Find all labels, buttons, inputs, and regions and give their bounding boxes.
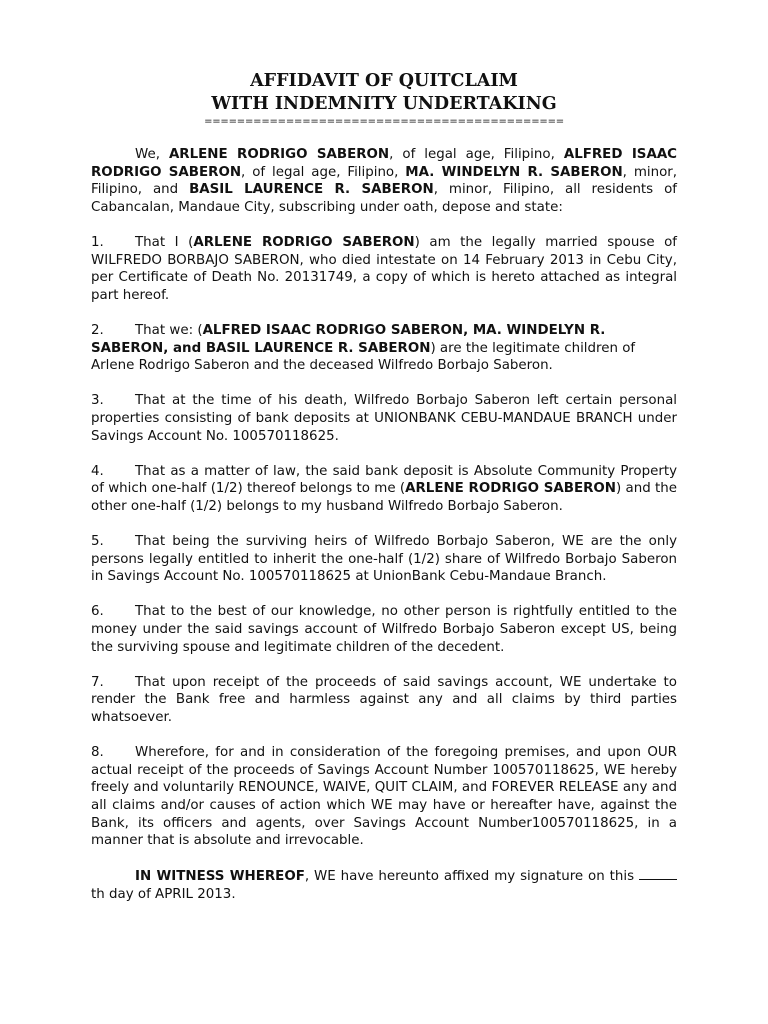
paragraph-number: 2. xyxy=(91,322,104,338)
paragraph-3 xyxy=(91,392,677,445)
intro-text: , of legal age, Filipino, xyxy=(241,164,406,180)
paragraph-text: ) and the other one-half (1/2) belongs to my husband Wilfredo Borbajo Saberon. xyxy=(91,481,677,514)
paragraph-text: That being the surviving heirs of Wilfredo Borbajo Saberon, WE are the only persons legally entitled to inherit the one-half (1/2) share of Wilfredo Borbajo Saberon in Savings Account No. 100570118625 at UnionBank Cebu-Mandaue Branch. xyxy=(91,534,677,585)
affiant-name: ALFRED ISAAC RODRIGO SABERON xyxy=(91,147,678,180)
intro-text: , of legal age, Filipino, xyxy=(389,147,564,162)
document-title-line2: WITH INDEMNITY UNDERTAKING xyxy=(211,94,557,114)
paragraph-text: That upon receipt of the proceeds of said savings account, WE undertake to render the Bank free and harmless against any and all claims by third parties whatsoever. xyxy=(91,674,677,725)
paragraph-4 xyxy=(91,463,677,516)
paragraph-number: 5. xyxy=(91,534,104,550)
paragraph-text: That I ( xyxy=(135,234,194,250)
paragraph-text: That as a matter of law, the said bank deposit is Absolute Community Property of which one-half (1/2) thereof belongs to me ( xyxy=(91,463,677,497)
paragraph-6 xyxy=(91,603,677,656)
paragraph-number: 8. xyxy=(91,745,104,761)
paragraph-number: 4. xyxy=(91,463,104,479)
paragraph-text: ) are the legitimate children of Arlene Rodrigo Saberon and the deceased Wilfredo Borbajo Saberon. xyxy=(91,340,636,374)
intro-text: , minor, Filipino, and xyxy=(91,164,678,198)
affiant-name: ARLENE RODRIGO SABERON xyxy=(168,147,390,162)
paragraph-5 xyxy=(91,533,677,586)
paragraph-number: 6. xyxy=(91,604,104,620)
paragraph-8 xyxy=(91,744,677,850)
witness-paragraph xyxy=(91,867,677,903)
paragraph-number: 7. xyxy=(91,674,104,690)
affiant-names: ALFRED ISAAC RODRIGO SABERON, MA. WINDELYN R. SABERON, and BASIL LAURENCE R. SABERON xyxy=(91,322,606,356)
paragraph-text: ) am the legally married spouse of WILFREDO BORBAJO SABERON, who died intestate on 14 February 2013 in Cebu City, per Certificate of Death No. 20131749, a copy of which is hereto attached as integral part hereof. xyxy=(91,234,677,303)
witness-heading: IN WITNESS WHEREOF xyxy=(135,869,305,885)
paragraph-1 xyxy=(91,234,677,304)
intro-text: We, xyxy=(135,147,169,162)
day-blank-line[interactable] xyxy=(639,867,677,880)
affiant-name: ARLENE RODRIGO SABERON xyxy=(405,481,616,497)
paragraph-number: 1. xyxy=(91,234,104,250)
paragraph-text: That at the time of his death, Wilfredo Borbajo Saberon left certain personal properties consisting of bank deposits at UNIONBANK CEBU-MANDAUE BRANCH under Savings Account No. 100570118625. xyxy=(91,393,677,444)
intro-text: , minor, Filipino, all residents of Cabancalan, Mandaue City, subscribing under oath, depose and state: xyxy=(91,182,677,215)
intro-paragraph xyxy=(91,146,677,216)
paragraph-text: Wherefore, for and in consideration of the foregoing premises, and upon OUR actual receipt of the proceeds of Savings Account Number 100570118625, WE hereby freely and voluntarily RENOUNCE, WAIVE, QUIT CLAIM, and FOREVER RELEASE any and all claims and/or causes of action which WE may have or hereafter have, against the Bank, its officers and agents, over Savings Account Number100570118625, in a manner that is absolute and irrevocable. xyxy=(91,745,677,849)
affiant-name: MA. WINDELYN R. SABERON xyxy=(405,164,623,180)
witness-text: , WE have hereunto affixed my signature on this xyxy=(304,869,639,885)
witness-text: th day of APRIL 2013. xyxy=(91,886,236,902)
paragraph-text: That to the best of our knowledge, no other person is rightfully entitled to the money under the said savings account of Wilfredo Borbajo Saberon except US, being the surviving spouse and legitimate children of the decedent. xyxy=(91,604,677,655)
title-underline-rule: ============================================ xyxy=(204,116,564,127)
document-body xyxy=(91,146,677,904)
affiant-name: ARLENE RODRIGO SABERON xyxy=(193,234,415,250)
paragraph-7 xyxy=(91,674,677,727)
paragraph-2 xyxy=(91,322,677,375)
document-title-line1: AFFIDAVIT OF QUITCLAIM xyxy=(250,71,518,91)
paragraph-number: 3. xyxy=(91,393,104,409)
paragraph-text: That we: ( xyxy=(135,322,203,338)
affiant-name: BASIL LAURENCE R. SABERON xyxy=(189,182,434,198)
